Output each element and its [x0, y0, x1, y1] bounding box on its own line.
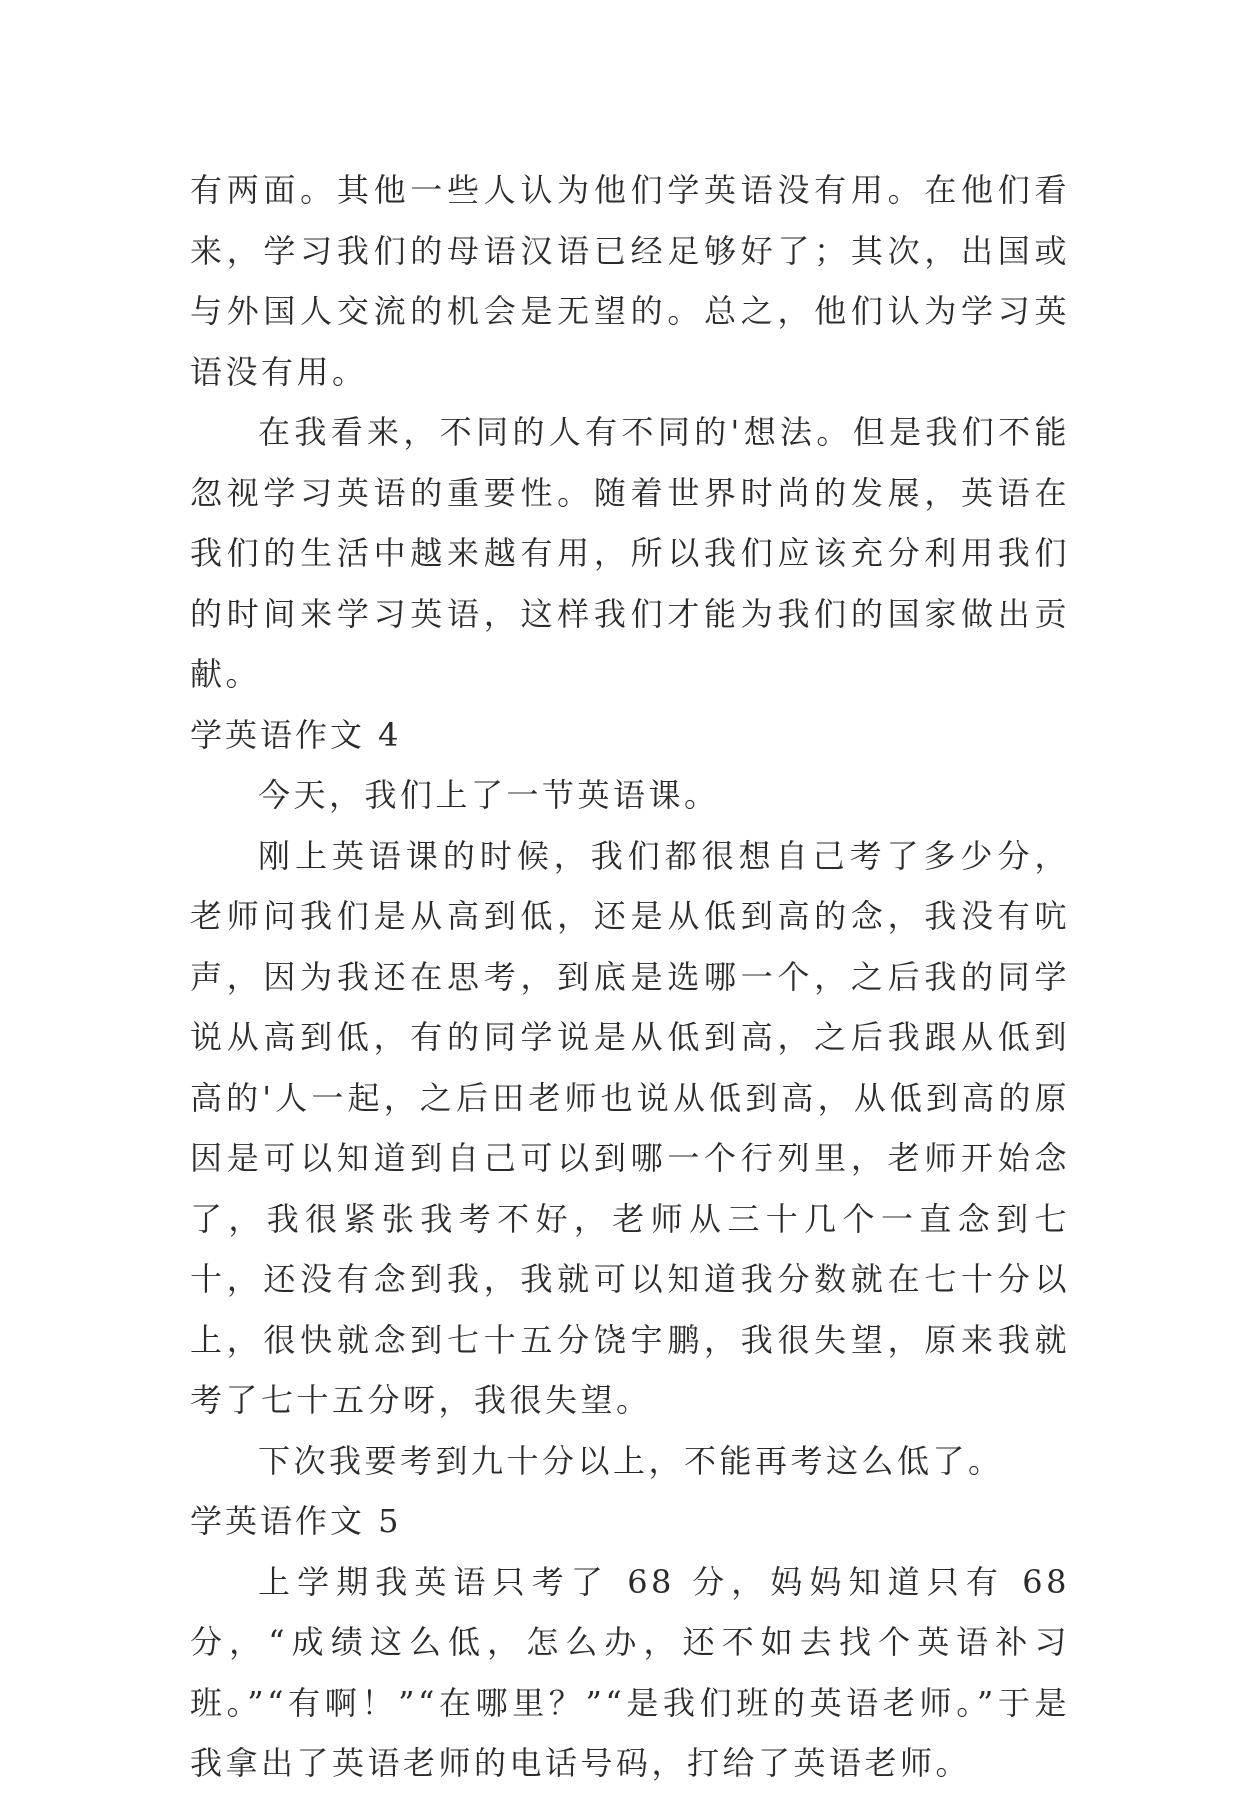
section-heading: 学英语作文 4: [190, 715, 402, 754]
paragraph: 下次我要考到九十分以上，不能再考这么低了。: [258, 1441, 1004, 1480]
paragraph: 在我看来，不同的人有不同的'想法。但是我们不能忽视学习英语的重要性。随着世界时尚的发展，英语在我们的生活中越来越有用，所以我们应该充分利用我们的时间来学习英语，这样我们才能为我们的国家做出贡献。: [190, 413, 1070, 693]
paragraph: 上学期我英语只考了 68 分，妈妈知道只有 68 分，“成绩这么低，怎么办，还不如去找个英语补习班。”“有啊！”“在哪里？”“是我们班的英语老师。”于是我拿出了英语老师的电话号码，打给了英语老师。: [190, 1562, 1070, 1782]
section-heading: 学英语作文 5: [190, 1502, 402, 1540]
document-body: [190, 160, 1070, 1794]
paragraph: 有两面。其他一些人认为他们学英语没有用。在他们看来，学习我们的母语汉语已经足够好了；其次，出国或与外国人交流的机会是无望的。总之，他们认为学习英语没有用。: [190, 171, 1070, 391]
paragraph: 刚上英语课的时候，我们都很想自己考了多少分，老师问我们是从高到低，还是从低到高的念，我没有吭声，因为我还在思考，到底是选哪一个，之后我的同学说从高到低，有的同学说是从低到高，之后我跟从低到高的'人一起，之后田老师也说从低到高，从低到高的原因是可以知道到自己可以到哪一个行列里，老师开始念了，我很紧张我考不好，老师从三十几个一直念到七十，还没有念到我，我就可以知道我分数就在七十分以上，很快就念到七十五分饶宇鹏，我很失望，原来我就考了七十五分呀，我很失望。: [190, 836, 1070, 1419]
paragraph: 今天，我们上了一节英语课。: [258, 776, 720, 814]
